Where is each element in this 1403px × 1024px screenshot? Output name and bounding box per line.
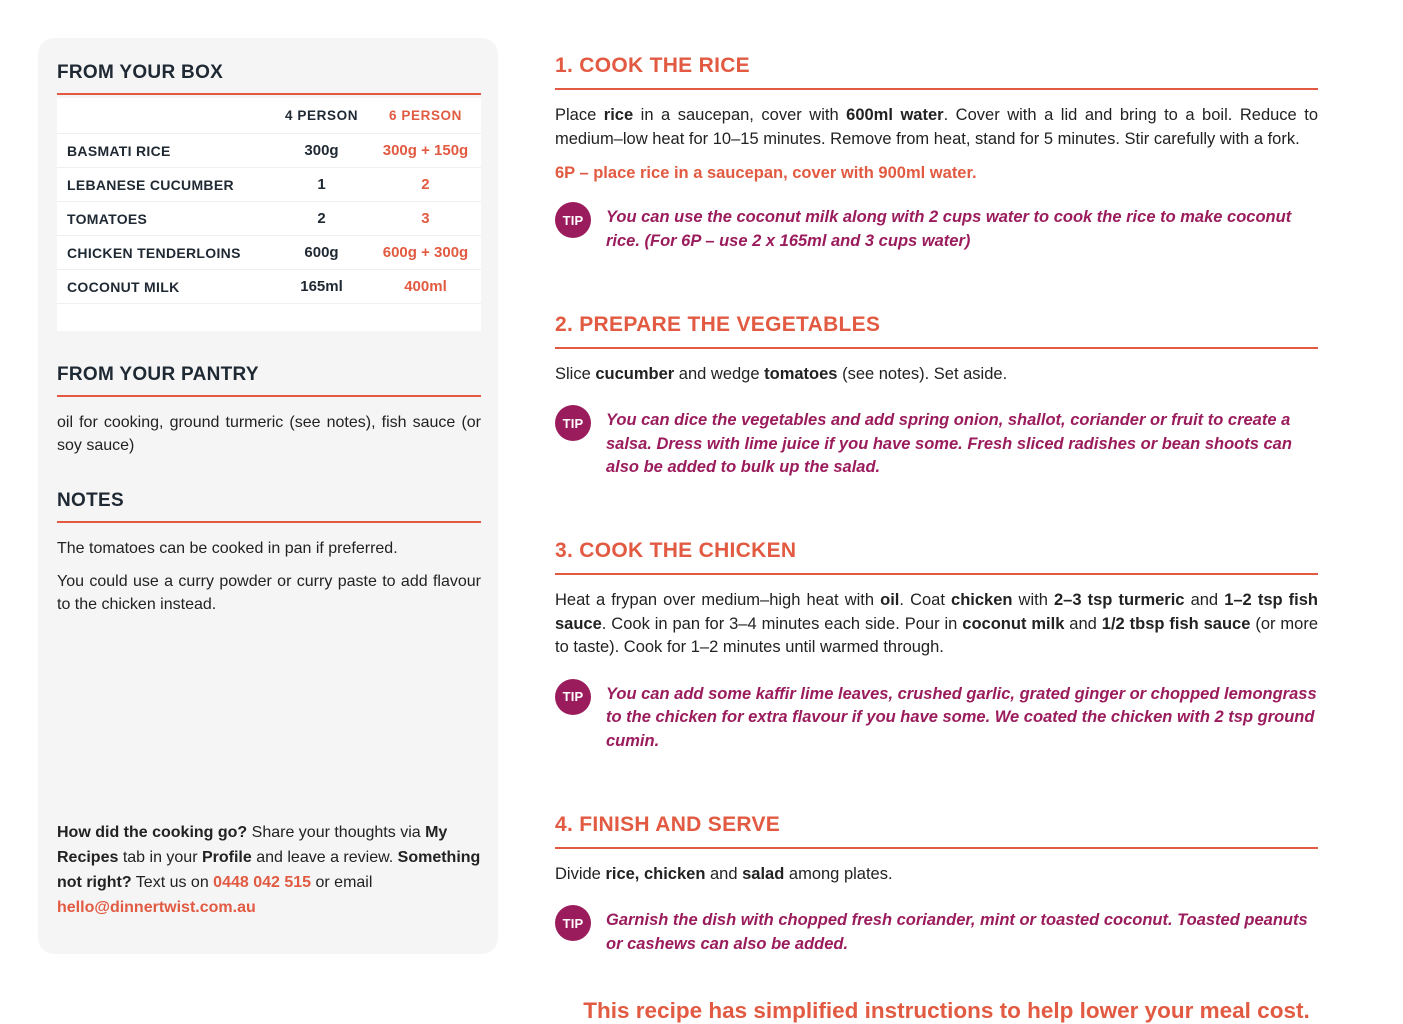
- ingredient-name: LEBANESE CUCUMBER: [67, 176, 234, 193]
- step-instructions: Slice cucumber and wedge tomatoes (see notes). Set aside.: [555, 364, 1008, 383]
- simplified-instructions-note: This recipe has simplified instructions to help lower your meal cost.: [583, 997, 1310, 1023]
- step-instructions: Heat a frypan over medium–high heat with oil. Coat chicken with 2–3 tsp turmeric and 1–2 tsp fish sauce. Cook in pan for 3–4 minutes each side. Pour in coconut milk and 1/2 tbsp fish sauce (or more to taste). Cook for 1–2 minutes until warmed through.: [555, 591, 1319, 656]
- ingredient-column-header: [57, 98, 273, 134]
- step-4-finish-and-serve: [555, 813, 1318, 973]
- quantity-4-person: 1: [317, 176, 326, 193]
- quantity-6-person: 400ml: [404, 278, 447, 295]
- quantity-6-person: 2: [421, 176, 430, 193]
- table-header-row: [57, 98, 481, 134]
- table-row: [57, 168, 481, 202]
- table-row: [57, 202, 481, 236]
- tip-badge-icon: TIP: [555, 905, 591, 941]
- instructions-column: [555, 54, 1318, 1024]
- ingredient-name: COCONUT MILK: [67, 278, 180, 295]
- quantity-6-person: 300g + 150g: [382, 142, 469, 159]
- step-title: 4. FINISH AND SERVE: [555, 813, 1318, 849]
- step-instructions: Divide rice, chicken and salad among plates.: [555, 864, 893, 883]
- ingredient-name: BASMATI RICE: [67, 142, 171, 159]
- quantity-4-person: 165ml: [300, 278, 343, 295]
- table-row: [57, 270, 481, 304]
- tip-text: You can add some kaffir lime leaves, crushed garlic, grated ginger or chopped lemongrass to the chicken for extra flavour if you have some. We coated the chicken with 2 tsp ground cumin.: [606, 684, 1317, 750]
- notes-section: [57, 490, 481, 616]
- table-row: [57, 236, 481, 270]
- step-title: 2. PREPARE THE VEGETABLES: [555, 313, 1318, 349]
- tip-callout: [555, 405, 1318, 496]
- step-3-cook-the-chicken: [555, 539, 1318, 770]
- from-your-pantry-title: FROM YOUR PANTRY: [57, 364, 481, 397]
- step-title: 1. COOK THE RICE: [555, 54, 1318, 90]
- phone-link[interactable]: 0448 042 515: [213, 874, 312, 891]
- step-instructions: Place rice in a saucepan, cover with 600ml water. Cover with a lid and bring to a boil. Reduce to medium–low heat for 10–15 minutes. Remove from heat, stand for 5 minutes. Stir carefully with a fork.: [555, 106, 1319, 148]
- tip-badge-icon: TIP: [555, 202, 591, 238]
- notes-title: NOTES: [57, 490, 481, 523]
- table-row: [57, 134, 481, 168]
- tip-text: You can use the coconut milk along with 2 cups water to cook the rice to make coconut rice. (For 6P – use 2 x 165ml and 3 cups water): [606, 208, 1292, 250]
- tip-callout: [555, 679, 1318, 770]
- col-header-4-person: 4 PERSON: [284, 108, 359, 123]
- ingredients-table-wrap: [57, 98, 481, 331]
- tip-text: Garnish the dish with chopped fresh coriander, mint or toasted coconut. Toasted peanuts or cashews can also be added.: [606, 911, 1308, 953]
- step-title: 3. COOK THE CHICKEN: [555, 539, 1318, 575]
- tip-badge-icon: TIP: [555, 405, 591, 441]
- email-link[interactable]: hello@dinnertwist.com.au: [57, 899, 256, 916]
- col-header-6-person: 6 PERSON: [388, 108, 463, 123]
- tip-badge-icon: TIP: [555, 679, 591, 715]
- tip-callout: [555, 202, 1318, 270]
- ingredient-name: CHICKEN TENDERLOINS: [67, 244, 241, 261]
- tip-callout: [555, 905, 1318, 973]
- feedback-footer-text: How did the cooking go? Share your thoughts via My Recipes tab in your Profile and leave a review. Something not right? Text us on 0448 042 515 or email hello@dinnertwist.com.au: [57, 824, 481, 916]
- quantity-4-person: 2: [317, 210, 326, 227]
- quantity-4-person: 300g: [304, 142, 339, 159]
- step-2-prepare-the-vegetables: [555, 313, 1318, 497]
- quantity-6-person: 600g + 300g: [382, 244, 469, 261]
- ingredient-name: TOMATOES: [67, 210, 148, 227]
- pantry-section: [57, 364, 481, 457]
- quantity-6-person: 3: [421, 210, 430, 227]
- six-person-note: 6P – place rice in a saucepan, cover with 900ml water.: [555, 164, 977, 182]
- pantry-text: oil for cooking, ground turmeric (see notes), fish sauce (or soy sauce): [57, 414, 481, 454]
- ingredients-panel: [38, 38, 498, 954]
- note-paragraph: You could use a curry powder or curry paste to add flavour to the chicken instead.: [57, 573, 481, 613]
- step-1-cook-the-rice: [555, 54, 1318, 270]
- quantity-4-person: 600g: [304, 244, 339, 261]
- note-paragraph: The tomatoes can be cooked in pan if preferred.: [57, 540, 398, 557]
- from-your-box-title: FROM YOUR BOX: [57, 62, 481, 95]
- tip-text: You can dice the vegetables and add spring onion, shallot, coriander or fruit to create a salsa. Dress with lime juice if you have some. Fresh sliced radishes or bean shoots can also be added to bulk up the salad.: [606, 411, 1292, 476]
- ingredients-table: [57, 98, 481, 304]
